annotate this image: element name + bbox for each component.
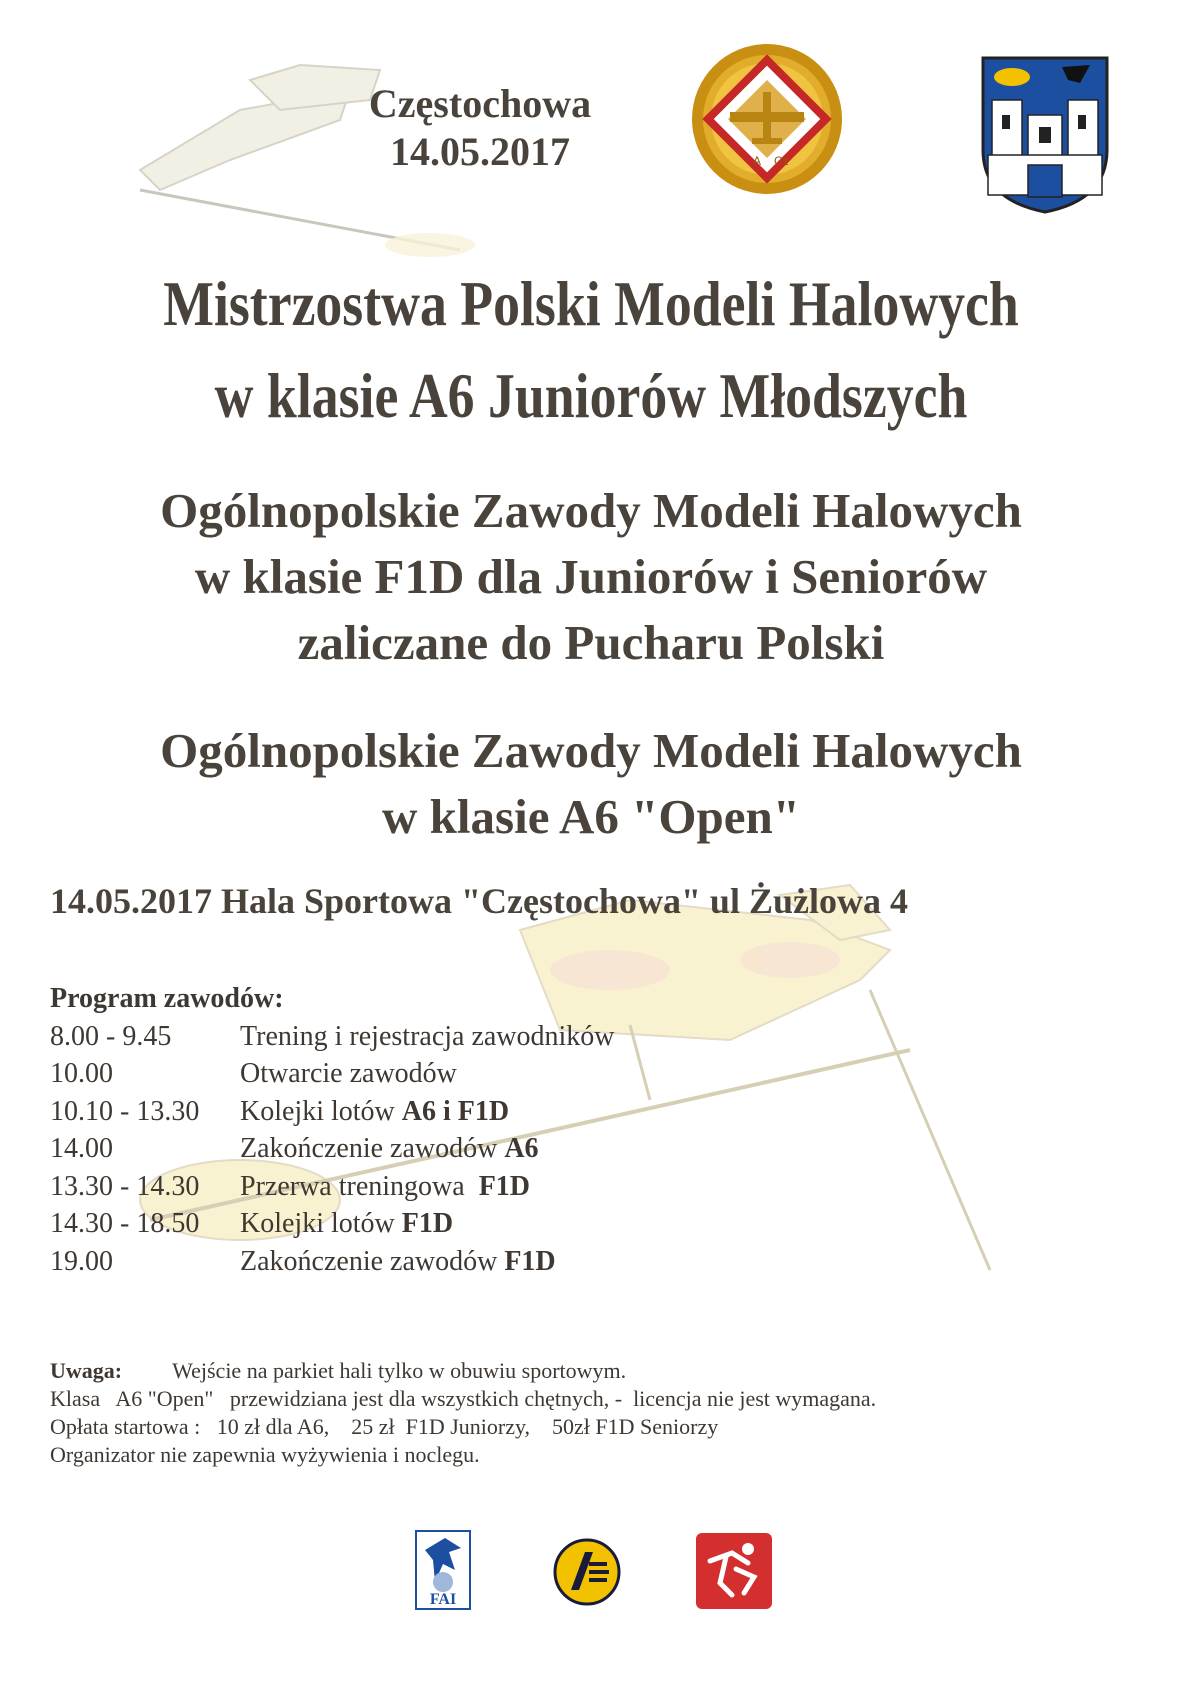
subtitle-a6-open-line-2: w klasie A6 "Open" — [382, 789, 800, 844]
program-item-text: Zakończenie zawodów — [240, 1133, 505, 1164]
program-item-bold: A6 — [504, 1133, 539, 1164]
program-item-text: Kolejki lotów — [240, 1095, 402, 1127]
program-item — [50, 1168, 615, 1206]
note-line-1 — [50, 1357, 876, 1385]
program-item-text: Zakończenie zawodów — [240, 1245, 505, 1277]
aeroklub-logo — [553, 1538, 621, 1606]
program-item-text: Otwarcie zawodów — [240, 1058, 457, 1089]
program-schedule — [50, 980, 615, 1280]
program-heading: Program zawodów: — [50, 983, 284, 1014]
program-item — [50, 1130, 615, 1168]
sports-federation-logo — [696, 1533, 772, 1609]
subtitle-f1d-line-2: w klasie F1D dla Juniorów i Seniorów — [194, 549, 988, 604]
note-line-3: Opłata startowa : 10 zł dla A6, 25 zł F1D Juniorzy, 50zł F1D Seniorzy — [50, 1414, 719, 1439]
club-emblem-letter-a: A — [753, 154, 762, 168]
program-item-bold: A6 i F1D — [401, 1095, 510, 1127]
fai-logo — [415, 1530, 471, 1610]
club-emblem-logo — [690, 42, 844, 196]
note-line-2: Klasa A6 "Open" przewidziana jest dla wszystkich chętnych, - licencja nie jest wymagana. — [50, 1386, 877, 1411]
header-place-date — [330, 80, 630, 176]
main-title-line-1: Mistrzostwa Polski Modeli Halowych — [163, 268, 1019, 339]
subtitle-f1d-line-3: zaliczane do Pucharu Polski — [297, 615, 885, 670]
program-item — [50, 1205, 615, 1243]
program-item-time: 14.30 - 18.50 — [50, 1208, 200, 1239]
club-emblem-letter-cz: Cz — [774, 154, 789, 168]
header-city: Częstochowa — [368, 81, 592, 126]
note-text-1: Wejście na parkiet hali tylko w obuwiu sportowym. — [172, 1358, 627, 1383]
fai-label: FAI — [429, 1591, 457, 1608]
program-item-bold: F1D — [478, 1170, 531, 1202]
venue-line: 14.05.2017 Hala Sportowa "Częstochowa" ul Żużlowa 4 — [50, 881, 908, 921]
main-title — [0, 258, 1182, 442]
program-item — [50, 1055, 615, 1093]
subtitle-a6-open — [0, 718, 1182, 850]
program-item-time: 10.00 — [50, 1058, 113, 1089]
program-item-time: 13.30 - 14.30 — [50, 1170, 200, 1202]
program-item-text: Kolejki lotów — [240, 1208, 402, 1239]
program-item-bold: F1D — [401, 1208, 454, 1239]
notes-block — [50, 1357, 876, 1469]
program-item — [50, 1018, 615, 1056]
program-item-time: 8.00 - 9.45 — [50, 1020, 172, 1052]
note-line-4: Organizator nie zapewnia wyżywienia i noclegu. — [50, 1442, 480, 1467]
subtitle-a6-open-line-1: Ogólnopolskie Zawody Modeli Halowych — [160, 723, 1022, 778]
subtitle-f1d-line-1: Ogólnopolskie Zawody Modeli Halowych — [160, 483, 1022, 538]
program-item-time: 10.10 - 13.30 — [50, 1095, 200, 1127]
header-date: 14.05.2017 — [390, 129, 570, 174]
subtitle-f1d — [0, 478, 1182, 676]
program-item-time: 19.00 — [50, 1245, 113, 1277]
notes-label: Uwaga: — [50, 1358, 123, 1383]
program-item — [50, 1243, 615, 1281]
city-coat-of-arms-logo — [980, 55, 1110, 215]
program-item-time: 14.00 — [50, 1133, 113, 1164]
program-item-bold: F1D — [504, 1245, 556, 1277]
program-item — [50, 1093, 615, 1131]
main-title-line-2: w klasie A6 Juniorów Młodszych — [214, 360, 968, 431]
program-item-text: Przerwa treningowa — [240, 1170, 479, 1202]
program-item-text: Trening i rejestracja zawodników — [240, 1020, 615, 1052]
